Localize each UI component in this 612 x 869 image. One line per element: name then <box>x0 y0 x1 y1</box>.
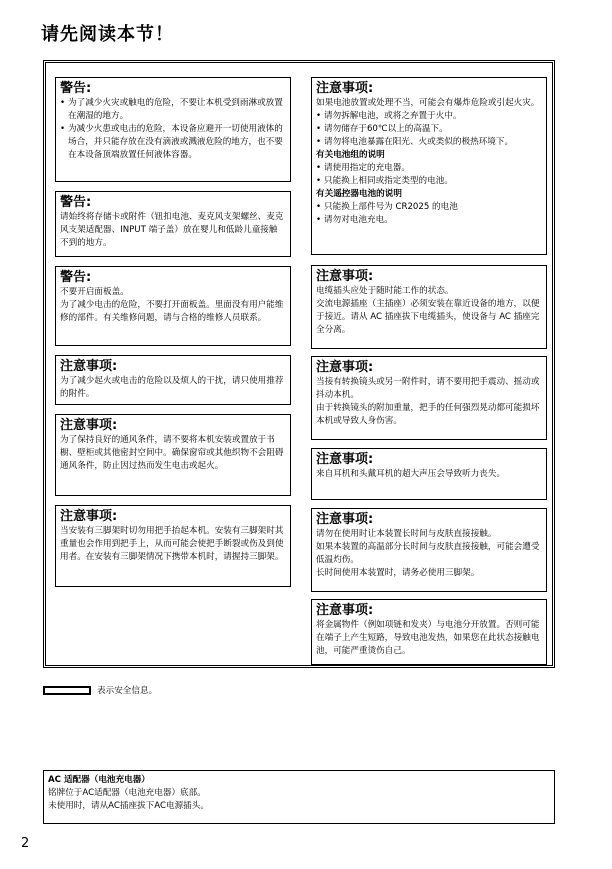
caution-box-power-plug <box>311 265 547 349</box>
box-heading: 注意事项: <box>316 603 374 618</box>
box-text: 为了保持良好的通风条件，请不要将本机安装或置放于书橱、壁柜或其他密封空间中。确保窗帘或其他织物不会阻碍通风条件，防止因过热而发生电击或起火。 <box>60 435 284 471</box>
box-text: 不要开启面板盖。 <box>60 287 129 297</box>
caution-box-accessories <box>55 355 291 405</box>
box-heading: 注意事项: <box>316 512 374 527</box>
bullet-item: • 请勿储存于60℃以上的高温下。 <box>316 123 542 136</box>
bullet-item: • 请勿拆解电池，或将之弃置于火中。 <box>316 110 542 123</box>
box-heading: 注意事项: <box>316 269 374 284</box>
box-text: 来自耳机和头戴耳机的超大声压会导致听力丧失。 <box>316 469 506 479</box>
box-heading: 注意事项: <box>60 509 118 524</box>
box-heading: 注意事项: <box>316 360 374 375</box>
box-text: 为了减少电击的危险，不要打开面板盖。里面没有用户能维修的部件。有关维修问题，请与合格的维修人员联系。 <box>60 300 284 323</box>
box-heading: 注意事项: <box>316 81 374 96</box>
box-text: 由于转换镜头的附加重量，把手的任何强烈晃动都可能损坏本机或导致人身伤害。 <box>316 403 540 426</box>
warning-box-water <box>55 77 291 182</box>
bullet-item: • 请勿对电池充电。 <box>316 214 542 227</box>
box-text: 如果本装置的高温部分长时间与皮肤直接接触，可能会遭受低温灼伤。 <box>316 542 540 565</box>
caution-box-headphones <box>311 448 547 500</box>
page-title: 请先阅读本节！ <box>41 24 174 45</box>
box-heading: 注意事项: <box>60 359 118 374</box>
box-text: 请始终将存储卡或附件（钮扣电池、麦克风支架螺丝、麦克风支架适配器、INPUT 端子盖）放在婴儿和低龄儿童接触不到的地方。 <box>60 212 284 248</box>
box-heading: 警告: <box>60 81 92 96</box>
adapter-heading: AC 适配器（电池充电器） <box>48 775 150 785</box>
bullet-list <box>316 162 542 188</box>
box-heading: 注意事项: <box>316 452 374 467</box>
bullet-item: • 只能换上相同或指定类型的电池。 <box>316 175 542 188</box>
box-text: 当接有转换镜头或另一附件时，请不要用把手震动、摇动或抖动本机。 <box>316 377 540 400</box>
box-text: 电缆插头应处于随时能工作的状态。 <box>316 286 454 296</box>
caution-box-battery <box>311 77 547 255</box>
box-heading: 警告: <box>60 195 92 210</box>
caution-box-ventilation <box>55 414 291 496</box>
caution-box-handle <box>311 356 547 440</box>
subheading-battery-pack: 有关电池组的说明 <box>316 150 385 160</box>
bullet-list <box>316 201 542 227</box>
box-text: 当安装有三脚架时切勿用把手抬起本机。安装有三脚架时其重量也会作用到把手上，从而可能会使把手断裂或伤及到使用者。在安装有三脚架情况下携带本机时，请握持三脚架。 <box>60 526 284 562</box>
warning-box-children <box>55 191 291 257</box>
bullet-list <box>60 97 286 162</box>
bullet-list <box>316 110 542 149</box>
bullet-item: • 为了减少火灾或触电的危险，不要让本机受到雨淋或放置在潮湿的地方。 <box>60 97 286 123</box>
warning-box-cover <box>55 266 291 346</box>
box-text: 长时间使用本装置时，请务必使用三脚架。 <box>316 568 480 578</box>
box-text: 如果电池放置或处理不当，可能会有爆炸危险或引起火灾。 <box>316 98 540 108</box>
adapter-line: 铭牌位于AC适配器（电池充电器）底部。 <box>48 788 206 798</box>
bullet-item: • 请使用指定的充电器。 <box>316 162 542 175</box>
safety-legend <box>43 684 157 696</box>
caution-box-tripod <box>55 505 291 587</box>
subheading-remote-battery: 有关遥控器电池的说明 <box>316 189 402 199</box>
box-heading: 注意事项: <box>60 418 118 433</box>
caution-box-metal-objects <box>311 599 547 665</box>
legend-text: 表示安全信息。 <box>97 686 158 696</box>
ac-adapter-box <box>43 770 555 824</box>
page-number: 2 <box>21 836 30 851</box>
box-text: 为了减少起火或电击的危险以及烦人的干扰，请只使用推荐的附件。 <box>60 376 284 399</box>
bullet-item: • 请勿将电池暴露在阳光、火或类似的极热环境下。 <box>316 136 542 149</box>
box-text: 交流电源插座（主插座）必须安装在靠近设备的地方，以便于接近。请从 AC 插座拔下电缆插头，使设备与 AC 插座完全分离。 <box>316 299 540 335</box>
double-border-swatch-icon <box>43 686 91 695</box>
box-heading: 警告: <box>60 270 92 285</box>
bullet-item: • 为减少火患或电击的危险，本设备应避开一切使用液体的场合，并只能存放在没有滴液或溅液危险的地方，也不要在本设备顶端放置任何液体容器。 <box>60 123 286 162</box>
box-text: 请勿在使用时让本装置长时间与皮肤直接接触。 <box>316 529 497 539</box>
box-text: 将金属物件（例如项链和发夹）与电池分开放置。否则可能在端子上产生短路，导致电池发热，如果您在此状态接触电池，可能严重烫伤自己。 <box>316 620 540 656</box>
bullet-item: • 只能换上部件号为 CR2025 的电池 <box>316 201 542 214</box>
caution-box-skin-contact <box>311 508 547 592</box>
safety-frame <box>43 60 555 668</box>
adapter-line: 未使用时，请从AC插座拔下AC电源插头。 <box>48 801 209 811</box>
